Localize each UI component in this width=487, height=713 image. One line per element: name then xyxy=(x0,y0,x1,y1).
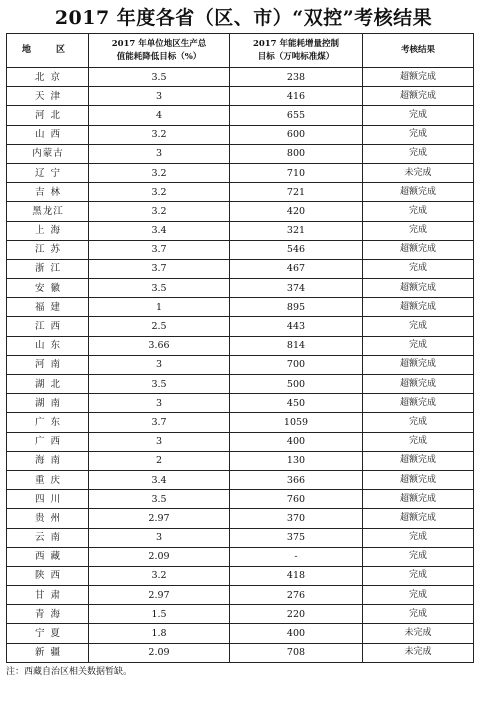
cell-increment-target: - xyxy=(230,547,363,566)
cell-increment-target: 321 xyxy=(230,221,363,240)
cell-region: 安徽 xyxy=(7,279,89,298)
cell-intensity-target: 3.4 xyxy=(89,221,230,240)
cell-result: 未完成 xyxy=(363,643,474,662)
cell-increment-target: 500 xyxy=(230,375,363,394)
cell-region: 浙江 xyxy=(7,259,89,278)
cell-region: 海南 xyxy=(7,451,89,470)
cell-result: 完成 xyxy=(363,144,474,163)
cell-region: 西藏 xyxy=(7,547,89,566)
header-region: 地 区 xyxy=(7,34,89,68)
cell-intensity-target: 3.2 xyxy=(89,566,230,585)
cell-intensity-target: 3.5 xyxy=(89,375,230,394)
cell-increment-target: 420 xyxy=(230,202,363,221)
footnote: 注：西藏自治区相关数据暂缺。 xyxy=(6,667,133,677)
cell-region: 江西 xyxy=(7,317,89,336)
cell-increment-target: 130 xyxy=(230,451,363,470)
cell-intensity-target: 2.97 xyxy=(89,509,230,528)
table-row xyxy=(7,586,474,605)
table-row xyxy=(7,221,474,240)
cell-increment-target: 276 xyxy=(230,586,363,605)
cell-result: 完成 xyxy=(363,528,474,547)
cell-intensity-target: 3.5 xyxy=(89,68,230,87)
cell-region: 山东 xyxy=(7,336,89,355)
cell-intensity-target: 3.2 xyxy=(89,163,230,182)
cell-intensity-target: 3 xyxy=(89,355,230,374)
cell-intensity-target: 1.5 xyxy=(89,605,230,624)
cell-result: 超额完成 xyxy=(363,355,474,374)
cell-result: 完成 xyxy=(363,336,474,355)
cell-intensity-target: 3 xyxy=(89,394,230,413)
table-row xyxy=(7,68,474,87)
cell-result: 完成 xyxy=(363,221,474,240)
cell-region: 贵州 xyxy=(7,509,89,528)
cell-result: 完成 xyxy=(363,317,474,336)
table-body xyxy=(7,68,474,663)
cell-intensity-target: 3.66 xyxy=(89,336,230,355)
table-row xyxy=(7,605,474,624)
table-row xyxy=(7,183,474,202)
cell-increment-target: 418 xyxy=(230,566,363,585)
cell-intensity-target: 3.7 xyxy=(89,240,230,259)
cell-region: 云南 xyxy=(7,528,89,547)
cell-intensity-target: 4 xyxy=(89,106,230,125)
cell-increment-target: 1059 xyxy=(230,413,363,432)
cell-increment-target: 721 xyxy=(230,183,363,202)
table-row xyxy=(7,490,474,509)
table-row xyxy=(7,355,474,374)
cell-region: 北京 xyxy=(7,68,89,87)
cell-result: 未完成 xyxy=(363,624,474,643)
cell-result: 超额完成 xyxy=(363,375,474,394)
cell-region: 湖北 xyxy=(7,375,89,394)
cell-result: 超额完成 xyxy=(363,470,474,489)
header-result: 考核结果 xyxy=(363,34,474,68)
cell-increment-target: 450 xyxy=(230,394,363,413)
cell-increment-target: 546 xyxy=(230,240,363,259)
table-row xyxy=(7,163,474,182)
cell-result: 超额完成 xyxy=(363,183,474,202)
table-row xyxy=(7,144,474,163)
cell-increment-target: 760 xyxy=(230,490,363,509)
cell-intensity-target: 2.5 xyxy=(89,317,230,336)
header-intensity-target xyxy=(89,34,230,68)
cell-increment-target: 814 xyxy=(230,336,363,355)
cell-intensity-target: 3.4 xyxy=(89,470,230,489)
cell-result: 完成 xyxy=(363,566,474,585)
cell-increment-target: 800 xyxy=(230,144,363,163)
cell-result: 完成 xyxy=(363,259,474,278)
cell-region: 内蒙古 xyxy=(7,144,89,163)
cell-intensity-target: 3.7 xyxy=(89,259,230,278)
cell-increment-target: 375 xyxy=(230,528,363,547)
cell-region: 湖南 xyxy=(7,394,89,413)
cell-intensity-target: 3.2 xyxy=(89,183,230,202)
cell-intensity-target: 3 xyxy=(89,432,230,451)
cell-region: 新疆 xyxy=(7,643,89,662)
table-row xyxy=(7,240,474,259)
cell-increment-target: 700 xyxy=(230,355,363,374)
table-row xyxy=(7,336,474,355)
cell-intensity-target: 3 xyxy=(89,87,230,106)
cell-increment-target: 370 xyxy=(230,509,363,528)
cell-result: 超额完成 xyxy=(363,279,474,298)
cell-increment-target: 400 xyxy=(230,624,363,643)
cell-region: 江苏 xyxy=(7,240,89,259)
cell-region: 河北 xyxy=(7,106,89,125)
table-row xyxy=(7,509,474,528)
cell-increment-target: 600 xyxy=(230,125,363,144)
table-row xyxy=(7,643,474,662)
header-increment-line2: 目标（万吨标准煤） xyxy=(257,51,335,62)
cell-increment-target: 220 xyxy=(230,605,363,624)
cell-result: 超额完成 xyxy=(363,490,474,509)
table-row xyxy=(7,87,474,106)
cell-intensity-target: 2 xyxy=(89,451,230,470)
cell-increment-target: 238 xyxy=(230,68,363,87)
cell-result: 完成 xyxy=(363,202,474,221)
cell-intensity-target: 3.2 xyxy=(89,125,230,144)
cell-result: 完成 xyxy=(363,547,474,566)
cell-intensity-target: 2.97 xyxy=(89,586,230,605)
cell-region: 山西 xyxy=(7,125,89,144)
assessment-table xyxy=(6,33,474,663)
table-row xyxy=(7,451,474,470)
cell-result: 超额完成 xyxy=(363,68,474,87)
cell-increment-target: 400 xyxy=(230,432,363,451)
header-increment-line1: 2017 年能耗增量控制 xyxy=(252,38,340,49)
cell-region: 天津 xyxy=(7,87,89,106)
cell-result: 完成 xyxy=(363,125,474,144)
table-row xyxy=(7,106,474,125)
cell-result: 超额完成 xyxy=(363,394,474,413)
cell-increment-target: 467 xyxy=(230,259,363,278)
cell-intensity-target: 1.8 xyxy=(89,624,230,643)
cell-region: 吉林 xyxy=(7,183,89,202)
cell-region: 福建 xyxy=(7,298,89,317)
cell-intensity-target: 3 xyxy=(89,528,230,547)
cell-result: 超额完成 xyxy=(363,451,474,470)
header-intensity-line2: 值能耗降低目标（%） xyxy=(116,51,202,62)
cell-result: 超额完成 xyxy=(363,509,474,528)
cell-increment-target: 655 xyxy=(230,106,363,125)
cell-result: 超额完成 xyxy=(363,298,474,317)
table-row xyxy=(7,394,474,413)
table-row xyxy=(7,375,474,394)
cell-region: 黑龙江 xyxy=(7,202,89,221)
cell-increment-target: 710 xyxy=(230,163,363,182)
table-row xyxy=(7,298,474,317)
cell-result: 完成 xyxy=(363,605,474,624)
cell-region: 重庆 xyxy=(7,470,89,489)
cell-intensity-target: 3.2 xyxy=(89,202,230,221)
cell-region: 宁夏 xyxy=(7,624,89,643)
cell-result: 完成 xyxy=(363,586,474,605)
cell-intensity-target: 1 xyxy=(89,298,230,317)
cell-increment-target: 895 xyxy=(230,298,363,317)
cell-region: 上海 xyxy=(7,221,89,240)
table-row xyxy=(7,566,474,585)
cell-intensity-target: 2.09 xyxy=(89,643,230,662)
cell-region: 河南 xyxy=(7,355,89,374)
table-row xyxy=(7,624,474,643)
cell-increment-target: 374 xyxy=(230,279,363,298)
table-row xyxy=(7,432,474,451)
table-row xyxy=(7,547,474,566)
cell-result: 超额完成 xyxy=(363,87,474,106)
header-intensity-line1: 2017 年单位地区生产总 xyxy=(111,38,207,49)
table-row xyxy=(7,259,474,278)
cell-region: 广东 xyxy=(7,413,89,432)
cell-intensity-target: 3.5 xyxy=(89,490,230,509)
table-row xyxy=(7,528,474,547)
cell-increment-target: 366 xyxy=(230,470,363,489)
cell-region: 辽宁 xyxy=(7,163,89,182)
table-row xyxy=(7,317,474,336)
cell-intensity-target: 3.7 xyxy=(89,413,230,432)
cell-region: 青海 xyxy=(7,605,89,624)
cell-result: 完成 xyxy=(363,106,474,125)
table-row xyxy=(7,279,474,298)
header-row xyxy=(7,34,474,68)
header-increment-target xyxy=(230,34,363,68)
cell-region: 陕西 xyxy=(7,566,89,585)
cell-result: 未完成 xyxy=(363,163,474,182)
cell-intensity-target: 3 xyxy=(89,144,230,163)
page-title: 2017 年度各省（区、市）“双控”考核结果 xyxy=(54,7,433,29)
table-row xyxy=(7,202,474,221)
cell-region: 甘肃 xyxy=(7,586,89,605)
cell-increment-target: 708 xyxy=(230,643,363,662)
cell-intensity-target: 3.5 xyxy=(89,279,230,298)
cell-intensity-target: 2.09 xyxy=(89,547,230,566)
cell-result: 完成 xyxy=(363,432,474,451)
table-row xyxy=(7,470,474,489)
cell-result: 超额完成 xyxy=(363,240,474,259)
table-row xyxy=(7,125,474,144)
cell-increment-target: 416 xyxy=(230,87,363,106)
cell-region: 广西 xyxy=(7,432,89,451)
table-row xyxy=(7,413,474,432)
cell-result: 完成 xyxy=(363,413,474,432)
cell-region: 四川 xyxy=(7,490,89,509)
cell-increment-target: 443 xyxy=(230,317,363,336)
